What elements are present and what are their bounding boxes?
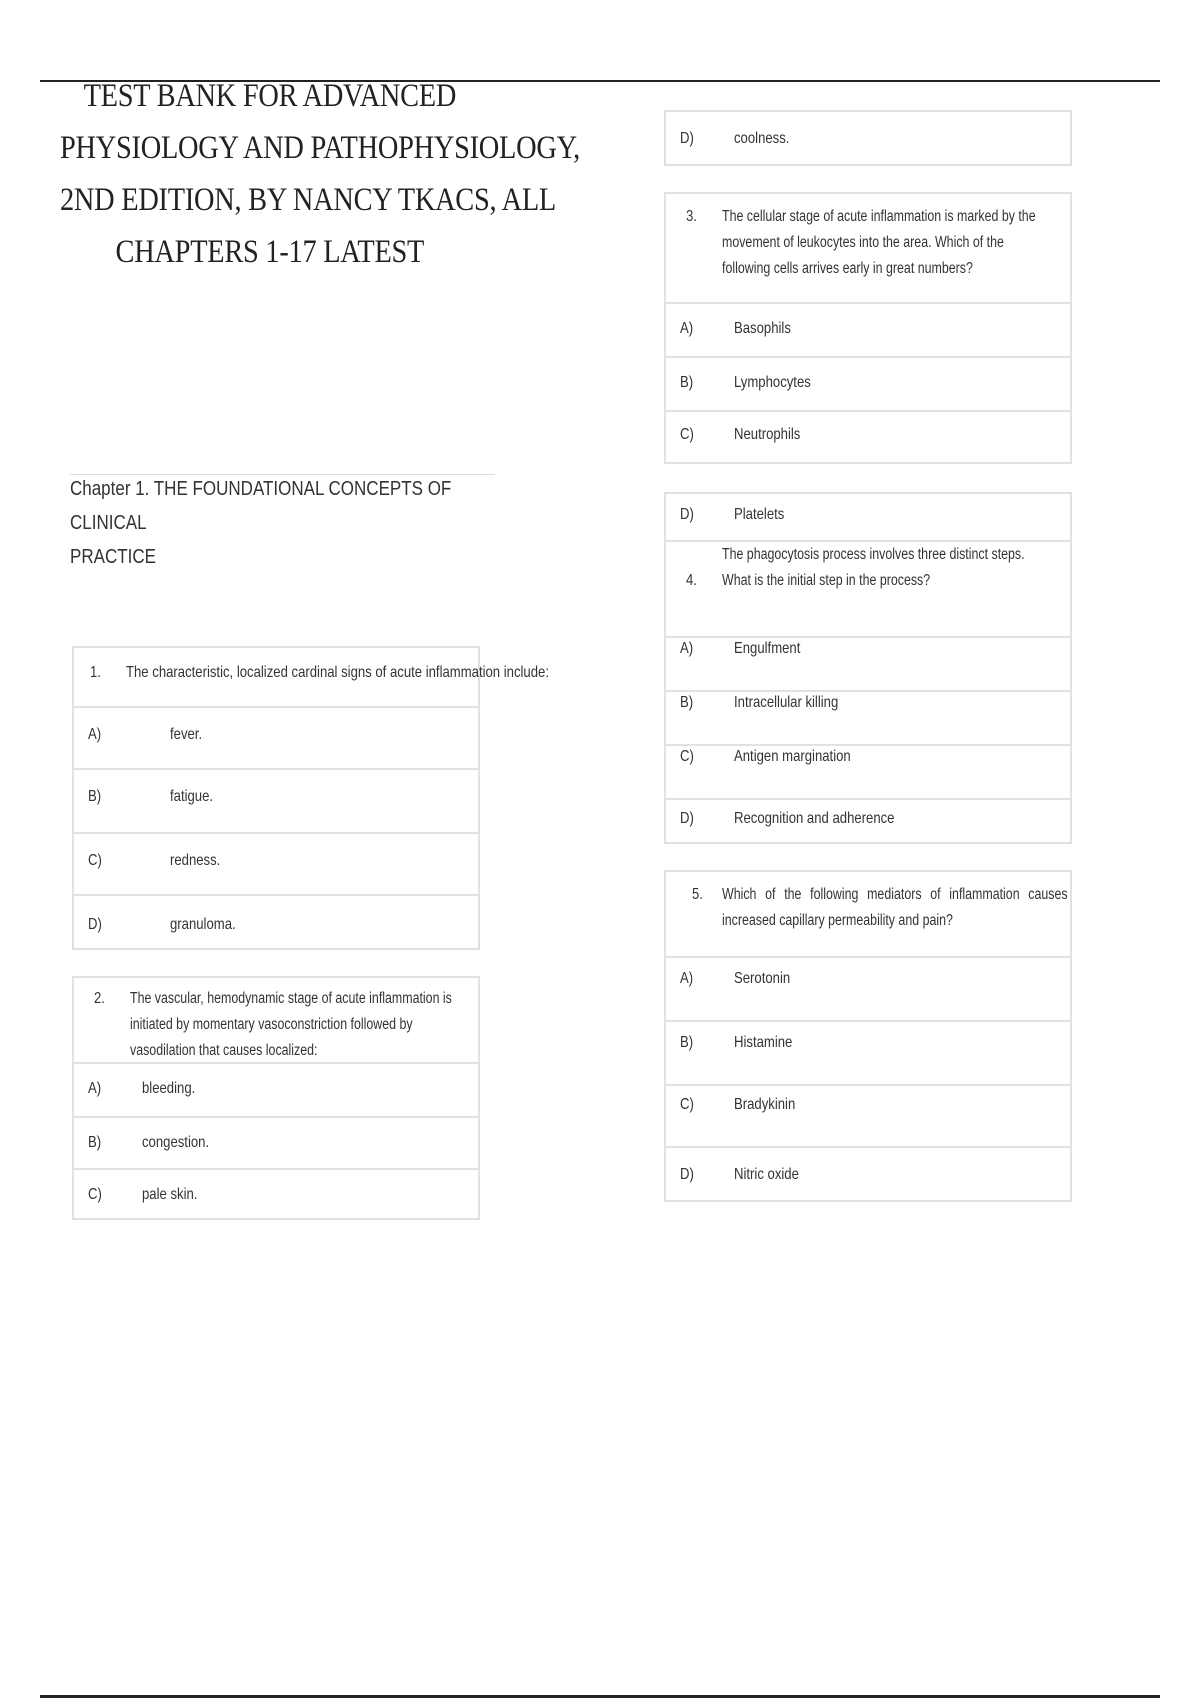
question-5-box (664, 870, 1072, 1202)
option-letter: A) (680, 320, 694, 337)
option-letter: C) (680, 426, 694, 443)
option-letter: C) (88, 1186, 102, 1203)
option-row (666, 798, 1070, 844)
question-row (666, 540, 1070, 636)
question-3-box (664, 192, 1072, 464)
question-row (666, 872, 1070, 956)
option-letter: B) (88, 1134, 102, 1151)
footer-rule (40, 1695, 1160, 1698)
option-text: fever. (170, 726, 203, 743)
question-1-box (72, 646, 549, 950)
option-row (74, 706, 478, 768)
question-text: The phagocytosis process involves three distinct steps. What is the initial step in the process? (722, 546, 1025, 589)
question-number: 1. (90, 664, 101, 681)
option-text: Engulfment (734, 640, 801, 657)
option-letter: B) (680, 374, 694, 391)
option-text: bleeding. (142, 1080, 196, 1097)
title-line: CHAPTERS 1-17 LATEST (115, 234, 425, 270)
option-text: redness. (170, 852, 221, 869)
chapter-heading (70, 472, 495, 574)
option-letter: A) (88, 1080, 102, 1097)
option-text: Intracellular killing (734, 694, 839, 711)
option-letter: D) (680, 1166, 694, 1183)
option-row (666, 956, 1070, 1020)
question-number: 4. (686, 572, 697, 589)
option-letter: A) (680, 640, 694, 657)
option-row (74, 1168, 478, 1220)
option-row (666, 1146, 1070, 1202)
option-row (74, 832, 478, 894)
option-row (74, 768, 478, 832)
question-number: 5. (692, 886, 703, 903)
title-line: PHYSIOLOGY AND PATHOPHYSIOLOGY, (60, 130, 581, 166)
option-text: fatigue. (170, 788, 214, 805)
option-text: congestion. (142, 1134, 210, 1151)
title-line: TEST BANK FOR ADVANCED (83, 78, 457, 114)
question-text: The vascular, hemodynamic stage of acute inflammation is initiated by momentary vasoconstriction followed by vasodilation that causes localized: (130, 990, 452, 1059)
option-row (666, 690, 1070, 744)
option-row (666, 302, 1070, 356)
option-letter: D) (88, 916, 102, 933)
option-letter: D) (680, 130, 694, 147)
option-row (666, 1020, 1070, 1084)
option-text: Nitric oxide (734, 1166, 799, 1183)
option-letter: D) (680, 506, 694, 523)
question-text: The cellular stage of acute inflammation is marked by the movement of leukocytes into the area. Which of the following cells arrives early in great numbers? (722, 208, 1036, 277)
document-title (60, 70, 581, 278)
option-letter: C) (680, 748, 694, 765)
option-text: Neutrophils (734, 426, 801, 443)
question-row (74, 648, 549, 706)
question-row (666, 194, 1070, 302)
option-row (666, 494, 1070, 540)
option-row (666, 744, 1070, 798)
option-row (74, 1062, 478, 1116)
question-2-box (72, 976, 480, 1220)
chapter-heading-line2: PRACTICE (70, 546, 156, 568)
option-letter: C) (88, 852, 102, 869)
chapter-heading-line1: Chapter 1. THE FOUNDATIONAL CONCEPTS OF CLINICAL (70, 478, 452, 534)
option-text: coolness. (734, 130, 790, 147)
option-row (74, 1116, 478, 1168)
option-letter: A) (680, 970, 694, 987)
option-letter: B) (680, 1034, 694, 1051)
option-letter: A) (88, 726, 102, 743)
option-text: Lymphocytes (734, 374, 811, 391)
option-letter: B) (680, 694, 694, 711)
option-letter: B) (88, 788, 102, 805)
option-text: Antigen margination (734, 748, 851, 765)
option-letter: D) (680, 810, 694, 827)
option-text: pale skin. (142, 1186, 198, 1203)
option-row (666, 1084, 1070, 1146)
question-row (74, 978, 478, 1062)
option-text: Serotonin (734, 970, 791, 987)
option-row (666, 112, 1070, 166)
question-text: Which of the following mediators of inflammation causes increased capillary permeability and pain? (722, 886, 1068, 929)
option-text: Platelets (734, 506, 785, 523)
question-4-box (664, 492, 1072, 844)
option-row (666, 356, 1070, 410)
option-text: Bradykinin (734, 1096, 796, 1113)
title-line: 2ND EDITION, BY NANCY TKACS, ALL (60, 182, 557, 218)
option-row (666, 410, 1070, 464)
option-row (74, 894, 478, 950)
option-row (666, 636, 1070, 690)
option-text: Recognition and adherence (734, 810, 895, 827)
option-text: granuloma. (170, 916, 236, 933)
option-letter: C) (680, 1096, 694, 1113)
option-text: Basophils (734, 320, 791, 337)
question-number: 2. (94, 990, 105, 1007)
question-text: The characteristic, localized cardinal signs of acute inflammation include: (126, 664, 549, 681)
option-text: Histamine (734, 1034, 793, 1051)
question-number: 3. (686, 208, 697, 225)
question-2-continued-box (664, 110, 1072, 166)
